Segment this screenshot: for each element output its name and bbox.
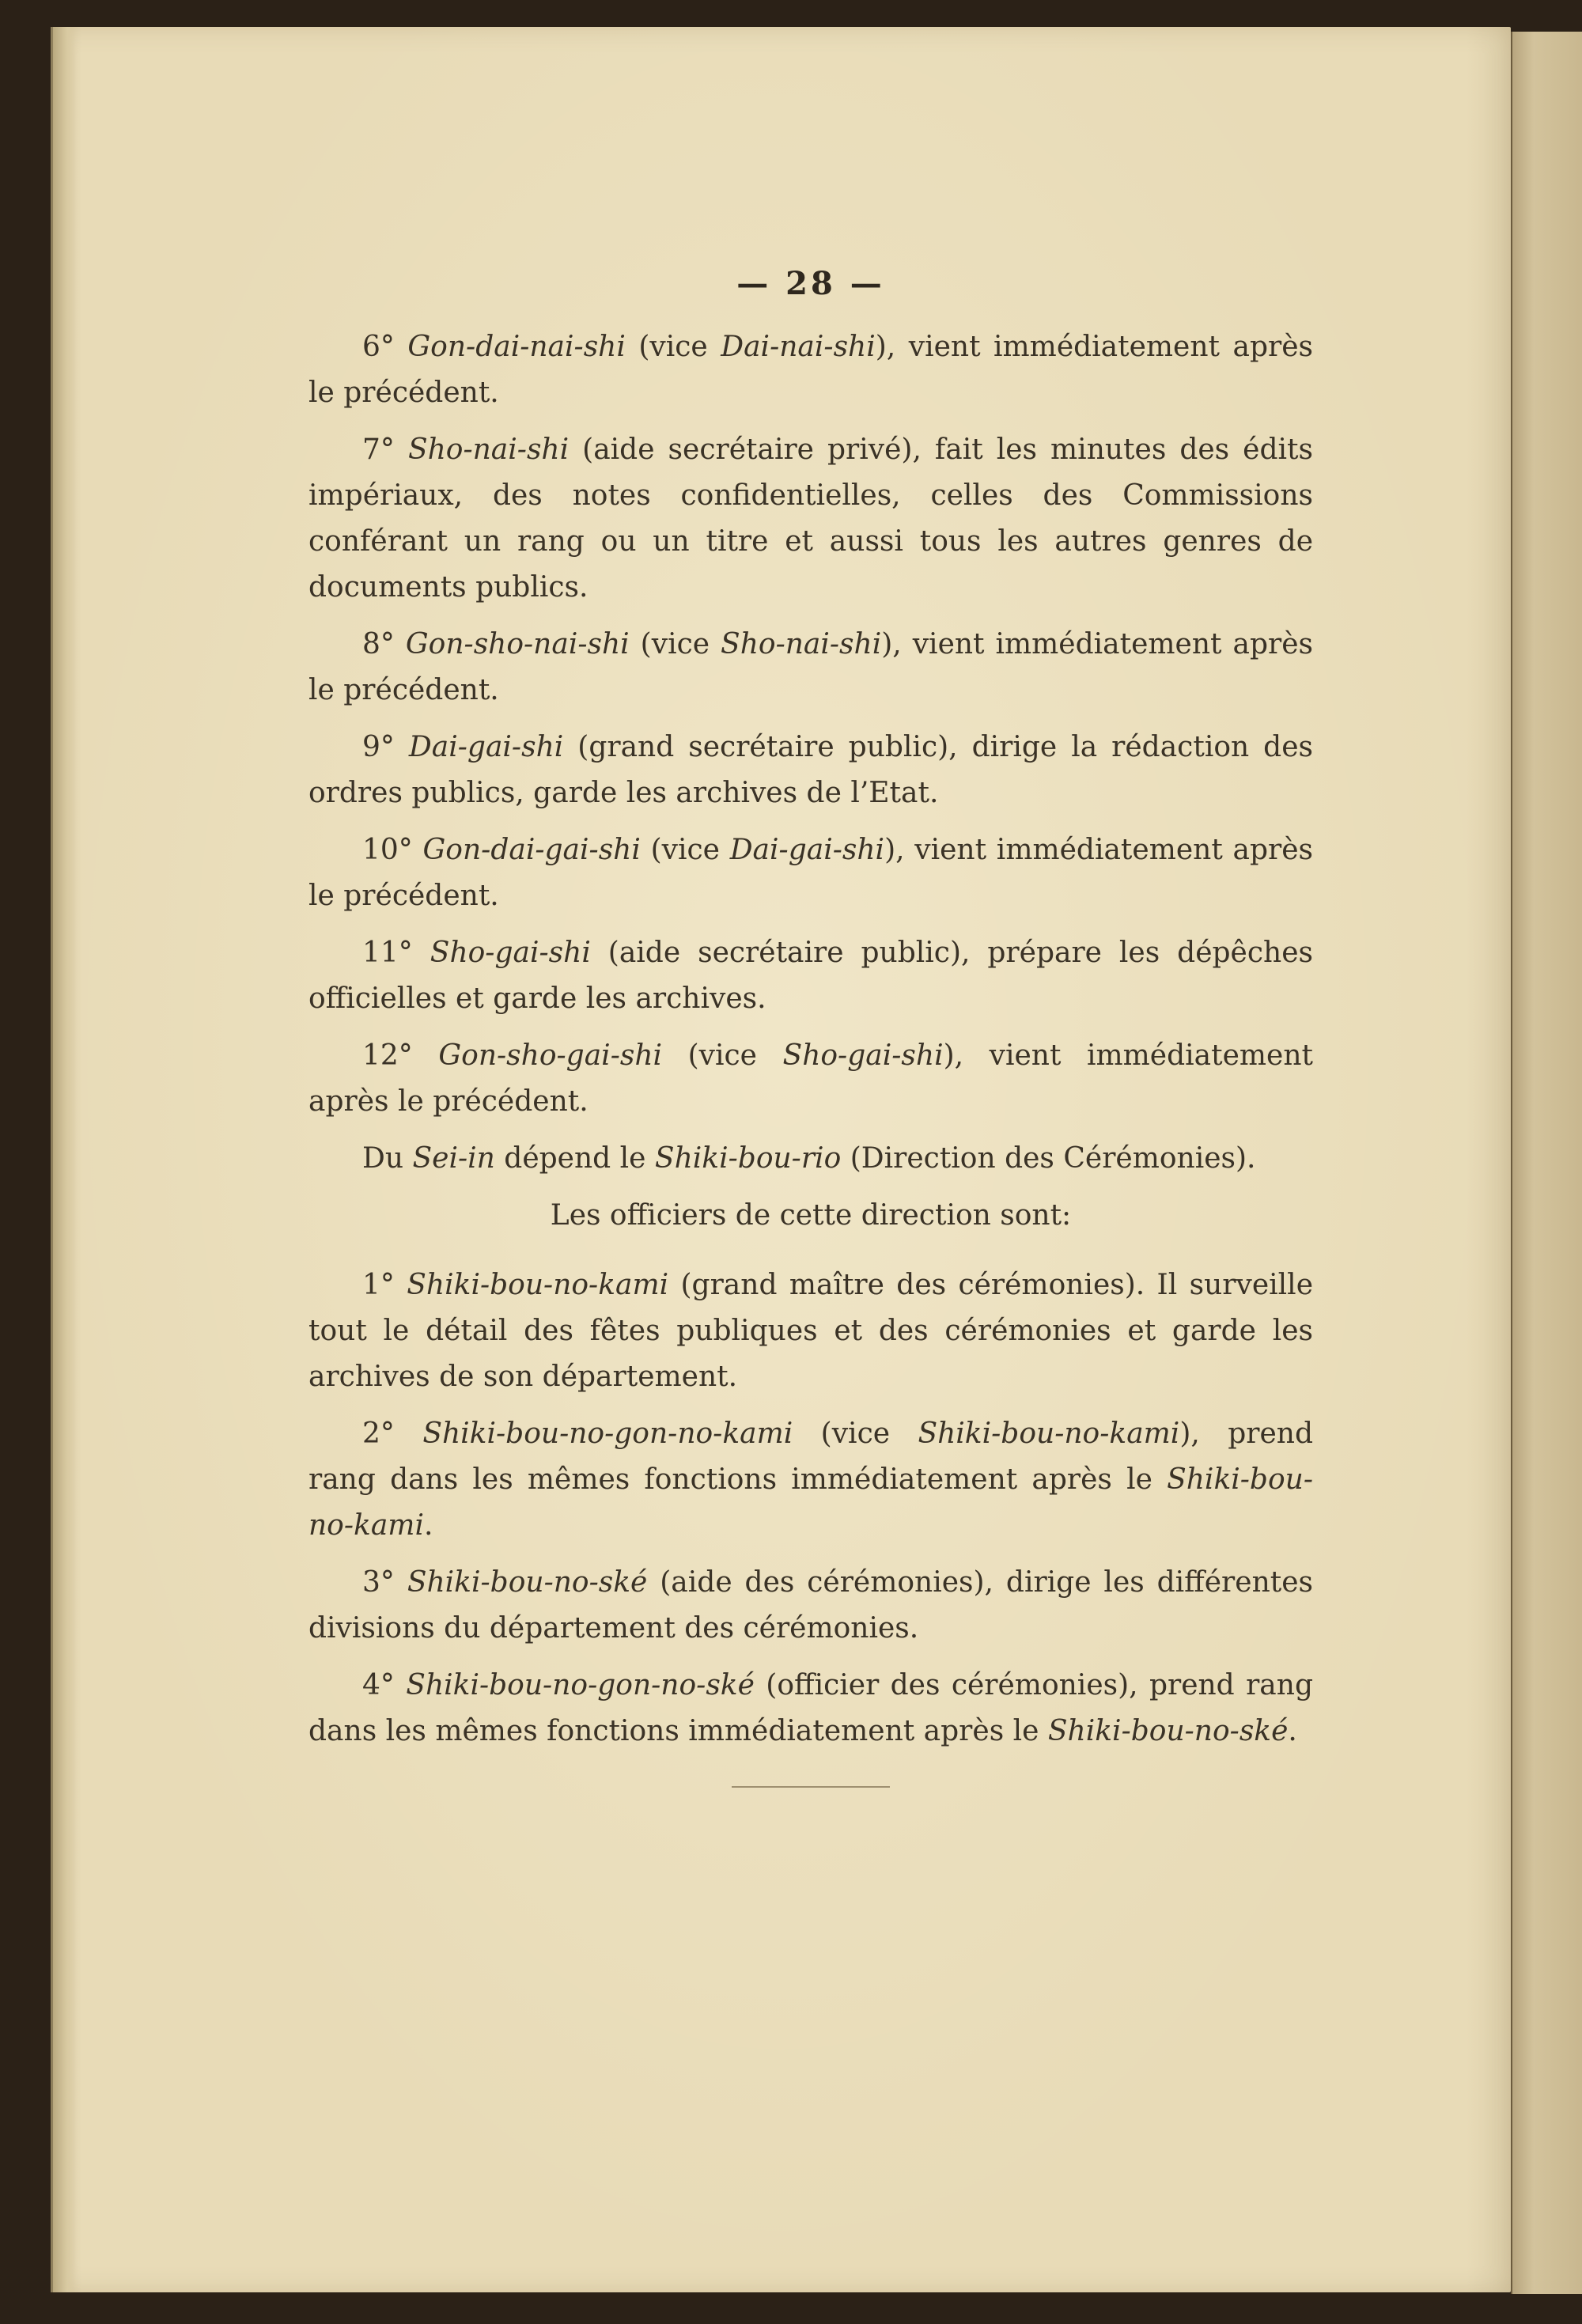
officer-3 xyxy=(308,1560,1313,1652)
entry-number: 6° xyxy=(362,331,395,363)
transition-text: Du xyxy=(362,1142,413,1175)
entry-text: (aide secrétaire privé), fait les minutes des édits impériaux, des notes confidentielles, celles des Commissions conférant un rang ou un titre et aussi tous les autres genres de documents publics. xyxy=(308,433,1313,604)
entry-text: (grand secrétaire public), dirige la rédaction des ordres publics, garde les archives de l’Etat. xyxy=(308,731,1313,809)
transition-term: Sei-in xyxy=(412,1142,495,1175)
entry-text: (aide secrétaire public), prépare les dépêches officielles et garde les archives. xyxy=(308,937,1313,1015)
entry-text: (vice xyxy=(662,1039,783,1072)
entry-10 xyxy=(308,827,1313,919)
entry-term: Gon-dai-gai-shi xyxy=(422,834,641,866)
page-binding-edge xyxy=(51,27,77,2292)
entry-term: Gon-dai-nai-shi xyxy=(407,331,626,363)
entry-text: ), prend rang dans les mêmes fonctions immédiatement après le xyxy=(308,1417,1313,1496)
entry-text: (vice xyxy=(793,1417,918,1450)
officer-4 xyxy=(308,1663,1313,1754)
page-number: — 28 — xyxy=(736,265,885,302)
entry-7 xyxy=(308,427,1313,611)
entry-term: Gon-sho-nai-shi xyxy=(405,628,630,660)
entry-text: (vice xyxy=(625,331,721,363)
entry-number: 2° xyxy=(362,1417,395,1450)
officer-1 xyxy=(308,1262,1313,1400)
transition-term: Shiki-bou-rio xyxy=(654,1142,842,1175)
entry-term: Sho-gai-shi xyxy=(430,937,591,969)
page-text xyxy=(308,261,1313,1788)
entry-11 xyxy=(308,930,1313,1022)
entry-term-ref: Shiki-bou-no-kami xyxy=(918,1417,1180,1450)
entry-term: Gon-sho-gai-shi xyxy=(438,1039,663,1072)
entry-number: 12° xyxy=(362,1039,413,1072)
entry-number: 11° xyxy=(362,937,413,969)
entry-term: Shiki-bou-no-gon-no-kami xyxy=(422,1417,793,1450)
entry-text: (grand maître des cérémonies). Il surveille tout le détail des fêtes publiques et des cérémonies et garde les archives de son département. xyxy=(308,1269,1313,1393)
transition-text: dépend le xyxy=(494,1142,655,1175)
entry-text: (aide des cérémonies), dirige les différentes divisions du département des cérémonies. xyxy=(308,1566,1313,1645)
entry-term: Shiki-bou-no-kami xyxy=(407,1269,669,1301)
entry-text-tail: ), vient immédiatement après le précédent. xyxy=(308,628,1313,706)
entry-6 xyxy=(308,324,1313,416)
end-rule xyxy=(732,1786,890,1788)
entry-number: 4° xyxy=(362,1669,395,1701)
entry-term: Shiki-bou-no-ské xyxy=(407,1566,648,1599)
entry-text: (officier des cérémonies), prend rang dans les mêmes fonctions immédiatement après le xyxy=(308,1669,1313,1747)
entry-number: 8° xyxy=(362,628,395,660)
entry-number: 3° xyxy=(362,1566,395,1599)
entry-term-ref: Dai-gai-shi xyxy=(729,834,885,866)
entry-term-ref: Sho-gai-shi xyxy=(782,1039,944,1072)
entry-text-tail: ), vient immédiatement après le précédent. xyxy=(308,1039,1313,1118)
transition-paragraph xyxy=(308,1136,1313,1182)
entry-text-tail: ), vient immédiatement après le précédent. xyxy=(308,331,1313,409)
entry-term: Sho-nai-shi xyxy=(407,433,570,466)
entry-term: Dai-gai-shi xyxy=(408,731,564,763)
entry-number: 7° xyxy=(362,433,395,466)
entry-text: (vice xyxy=(629,628,721,660)
entry-term-ref: Shiki-bou-no-ské xyxy=(1047,1715,1289,1747)
entry-term-ref: Shiki-bou-no-kami xyxy=(308,1463,1313,1542)
entry-number: 1° xyxy=(362,1269,395,1301)
entry-9 xyxy=(308,725,1313,816)
entry-text-tail: . xyxy=(1288,1715,1297,1747)
entry-term-ref: Dai-nai-shi xyxy=(721,331,876,363)
section-intro: Les officiers de cette direction sont: xyxy=(550,1199,1072,1232)
entry-8 xyxy=(308,622,1313,713)
entry-12 xyxy=(308,1033,1313,1125)
entry-term-ref: Sho-nai-shi xyxy=(721,628,882,660)
entry-term: Shiki-bou-no-gon-no-ské xyxy=(406,1669,755,1701)
officer-2 xyxy=(308,1411,1313,1549)
entry-text: (vice xyxy=(640,834,730,866)
entry-text-tail: ), vient immédiatement après le précédent. xyxy=(308,834,1313,912)
entry-text-tail: . xyxy=(423,1509,433,1542)
entry-number: 9° xyxy=(362,731,395,763)
transition-text: (Direction des Cérémonies). xyxy=(841,1142,1256,1175)
facing-page-edge xyxy=(1511,32,1582,2294)
entry-number: 10° xyxy=(362,834,413,866)
